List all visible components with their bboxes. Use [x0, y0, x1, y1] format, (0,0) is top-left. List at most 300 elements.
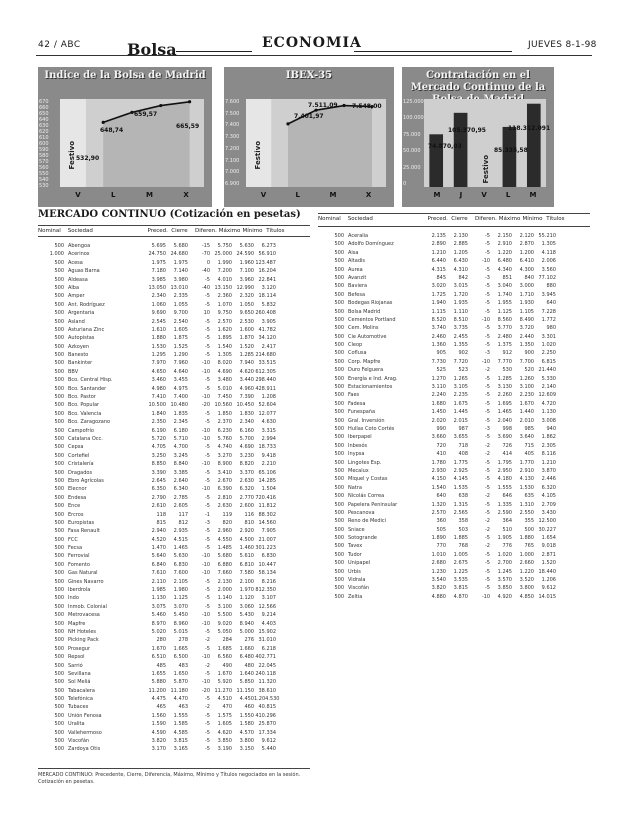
x-tick-label: V: [75, 191, 81, 199]
min-cell: 3.640: [519, 434, 534, 441]
prev-cell: 1.725: [431, 291, 446, 298]
min-cell: 1.710: [519, 291, 534, 298]
close-cell: 1.665: [173, 645, 188, 652]
min-cell: 1.520: [239, 343, 254, 350]
diff-cell: -5: [205, 595, 210, 602]
min-cell: 3.520: [519, 577, 534, 584]
prev-cell: 505: [436, 526, 446, 533]
company-cell: Abengoa: [68, 243, 91, 249]
y-tick-label: 650: [39, 111, 49, 117]
table-row: [38, 712, 310, 720]
volume-cell: 2.140: [541, 384, 556, 391]
prev-cell: 3.075: [151, 603, 166, 610]
nominal-cell: 500: [54, 259, 64, 266]
table-row: [318, 240, 590, 248]
nominal-cell: 500: [334, 367, 344, 374]
volume-cell: 7.228: [541, 308, 556, 315]
data-point: [102, 121, 105, 124]
y-tick-label: 610: [39, 135, 49, 141]
volume-cell: 9.612: [261, 738, 276, 745]
prev-cell: 3.820: [431, 585, 446, 592]
prev-cell: 1.320: [431, 501, 446, 508]
volume-cell: 402.771: [255, 654, 276, 661]
table-row: [38, 527, 310, 535]
y-tick-label: 630: [39, 123, 49, 129]
volume-cell: 6.815: [541, 358, 556, 365]
table-row: [318, 509, 590, 517]
x-axis-labels: [60, 191, 204, 203]
company-cell: Bco. Santander: [68, 385, 107, 392]
table-row: [318, 559, 590, 567]
diff-cell: -5: [205, 276, 210, 283]
prev-cell: 3.390: [151, 469, 166, 476]
company-cell: Alba: [68, 284, 80, 291]
volume-cell: 25.870: [258, 721, 276, 728]
close-cell: 1.555: [173, 712, 188, 719]
nominal-cell: 500: [54, 561, 64, 568]
column-header-row: [38, 228, 288, 234]
min-cell: 12.990: [236, 284, 254, 291]
close-cell: 638: [458, 493, 468, 500]
y-tick-label: 590: [39, 147, 49, 153]
volume-cell: 21.440: [538, 367, 556, 374]
nominal-cell: 500: [334, 400, 344, 407]
min-cell: 1.930: [519, 300, 534, 307]
min-cell: 3.960: [239, 276, 254, 283]
max-cell: 3.270: [217, 452, 232, 459]
volume-cell: 640: [546, 300, 556, 307]
volume-cell: 812.350: [255, 587, 276, 594]
volume-cell: 12.566: [258, 603, 276, 610]
max-cell: 510: [502, 526, 512, 533]
table-row: [318, 459, 590, 467]
close-cell: 3.105: [453, 384, 468, 391]
diff-cell: -10: [201, 612, 210, 619]
volume-cell: 1.204.530: [254, 696, 280, 703]
value-label: 659,57: [134, 111, 158, 118]
company-cell: Viscofán: [68, 738, 90, 745]
prev-cell: 2.570: [431, 509, 446, 516]
prev-cell: 10.500: [148, 402, 166, 409]
nominal-cell: 500: [54, 469, 64, 476]
prev-cell: 2.680: [431, 560, 446, 567]
table-row: [318, 433, 590, 441]
min-cell: 1.830: [239, 410, 254, 417]
volume-cell: 10.447: [258, 561, 276, 568]
volume-cell: 3.560: [541, 266, 556, 273]
table-row: [38, 276, 310, 284]
volume-cell: 22.841: [258, 276, 276, 283]
chart-title: Contratación en el Mercado Continuo de la: [410, 70, 546, 93]
diff-cell: -5: [485, 560, 490, 567]
company-cell: Zardoya Otis: [68, 746, 101, 753]
prev-cell: 8.850: [151, 461, 166, 468]
max-cell: 5.500: [217, 612, 232, 619]
volume-cell: 52.604: [258, 402, 276, 409]
value-label: 7.401,97: [294, 113, 324, 120]
diff-cell: -3: [205, 519, 210, 526]
diff-cell: -10: [201, 368, 210, 375]
column-header: Diferen.: [475, 216, 497, 222]
min-cell: 520: [524, 367, 534, 374]
company-cell: Prosegur: [68, 645, 91, 652]
nominal-cell: 500: [54, 410, 64, 417]
diff-cell: -5: [205, 419, 210, 426]
max-cell: 912: [502, 350, 512, 357]
table-row: [38, 645, 310, 653]
table-row: [38, 427, 310, 435]
close-cell: 1.265: [453, 375, 468, 382]
max-cell: 2.370: [217, 419, 232, 426]
company-cell: Vallehermoso: [68, 729, 102, 736]
prev-cell: 1.115: [431, 308, 446, 315]
diff-cell: -10: [201, 461, 210, 468]
company-cell: Iberpapel: [348, 434, 372, 441]
table-row: [38, 678, 310, 686]
volume-cell: 3.945: [541, 291, 556, 298]
min-cell: 4.620: [239, 368, 254, 375]
prev-cell: 1.295: [151, 352, 166, 359]
close-cell: 1.355: [453, 342, 468, 349]
x-tick-label: L: [505, 191, 511, 199]
max-cell: 3.850: [497, 585, 512, 592]
prev-cell: 360: [436, 518, 446, 525]
close-cell: 1.315: [453, 501, 468, 508]
max-cell: 8.900: [217, 461, 232, 468]
nominal-cell: 500: [54, 746, 64, 753]
close-cell: 2.675: [453, 560, 468, 567]
min-cell: 8.490: [519, 316, 534, 323]
close-cell: 7.400: [173, 394, 188, 401]
diff-cell: -3: [485, 274, 490, 281]
max-cell: 3.690: [497, 434, 512, 441]
diff-cell: -3: [485, 425, 490, 432]
table-row: [318, 400, 590, 408]
diff-cell: -5: [485, 585, 490, 592]
prev-cell: 2.545: [151, 318, 166, 325]
table-row: [318, 467, 590, 475]
nominal-cell: 500: [54, 712, 64, 719]
diff-cell: -3: [485, 350, 490, 357]
publication-date: JUEVES 8-1-98: [528, 40, 597, 50]
diff-cell: -5: [205, 628, 210, 635]
company-cell: Aurea: [348, 266, 363, 273]
table-row: [318, 232, 590, 240]
min-cell: 1.600: [239, 326, 254, 333]
prev-cell: 3.740: [431, 325, 446, 332]
max-cell: 6.560: [217, 654, 232, 661]
close-cell: 278: [178, 637, 188, 644]
table-row: [38, 376, 310, 384]
min-cell: 7.390: [239, 394, 254, 401]
prev-cell: 485: [156, 662, 166, 669]
max-cell: 2.480: [497, 333, 512, 340]
table-row: [38, 737, 310, 745]
volume-cell: 5.440: [261, 746, 276, 753]
table-row: [38, 242, 310, 250]
table-row: [38, 536, 310, 544]
table-row: [38, 301, 310, 309]
max-cell: 2.910: [497, 241, 512, 248]
nominal-cell: 500: [54, 738, 64, 745]
company-cell: Bco. Popular: [68, 402, 100, 409]
min-cell: 4.690: [239, 444, 254, 451]
diff-cell: -5: [485, 291, 490, 298]
volume-cell: 17.334: [258, 729, 276, 736]
volume-cell: 3.870: [541, 467, 556, 474]
nominal-cell: 500: [334, 501, 344, 508]
company-cell: Asturiana Zinc: [68, 326, 105, 333]
company-cell: Dragados: [68, 469, 93, 476]
close-cell: 503: [458, 526, 468, 533]
prev-cell: 2.790: [151, 494, 166, 501]
diff-cell: -5: [485, 266, 490, 273]
volume-cell: 18.440: [538, 568, 556, 575]
column-header: Preced.: [427, 216, 448, 222]
max-cell: 3.040: [497, 283, 512, 290]
company-cell: Zeltia: [348, 593, 363, 600]
diff-cell: -5: [485, 459, 490, 466]
column-header: Títulos: [546, 216, 565, 222]
max-cell: 3.100: [217, 603, 232, 610]
max-cell: 2.960: [217, 528, 232, 535]
volume-cell: 4.403: [261, 620, 276, 627]
table-row: [318, 299, 590, 307]
min-cell: 2.920: [239, 528, 254, 535]
y-tick-label: 560: [39, 165, 49, 171]
nominal-cell: 500: [54, 243, 64, 249]
table-row: [38, 561, 310, 569]
volume-cell: 12.609: [538, 392, 556, 399]
max-cell: 1.575: [217, 712, 232, 719]
nominal-cell: 500: [54, 687, 64, 694]
nominal-cell: 500: [54, 587, 64, 594]
min-cell: 3.060: [239, 603, 254, 610]
company-cell: Ebro Agrícolas: [68, 477, 104, 484]
x-tick-label: M: [529, 191, 537, 199]
column-header: Nominal: [38, 228, 61, 234]
min-cell: 1.960: [239, 259, 254, 266]
nominal-cell: 500: [54, 343, 64, 350]
diff-cell: -10: [201, 427, 210, 434]
company-cell: Azkoyen: [68, 343, 90, 350]
nominal-cell: 500: [54, 721, 64, 728]
close-cell: 3.070: [173, 603, 188, 610]
volume-cell: 65.106: [258, 469, 276, 476]
max-cell: 1.335: [497, 501, 512, 508]
close-cell: 5.450: [173, 612, 188, 619]
max-cell: 4.010: [217, 276, 232, 283]
diff-cell: -5: [205, 578, 210, 585]
volume-cell: 6.320: [541, 484, 556, 491]
prev-cell: 6.840: [151, 561, 166, 568]
prev-cell: 3.250: [151, 452, 166, 459]
max-cell: 2.040: [497, 417, 512, 424]
nominal-cell: 500: [54, 729, 64, 736]
y-tick-label: 570: [39, 159, 49, 165]
close-cell: 4.585: [173, 729, 188, 736]
prev-cell: 845: [436, 274, 446, 281]
company-cell: Tubacex: [68, 704, 89, 711]
nominal-cell: 500: [54, 427, 64, 434]
company-cell: Aldeasa: [68, 276, 88, 283]
close-cell: 1.465: [173, 545, 188, 552]
close-cell: 812: [178, 519, 188, 526]
close-cell: 4.145: [453, 476, 468, 483]
max-cell: 1.740: [497, 291, 512, 298]
company-cell: NH Hoteles: [68, 628, 97, 635]
prev-cell: 3.020: [431, 283, 446, 290]
volume-cell: 3.008: [541, 417, 556, 424]
company-cell: Pescanova: [348, 509, 375, 516]
table-row: [38, 502, 310, 510]
company-cell: Picking Pack: [68, 637, 99, 644]
close-cell: 1.290: [173, 352, 188, 359]
diff-cell: -5: [205, 318, 210, 325]
x-axis-labels: [424, 191, 546, 203]
max-cell: 4.510: [217, 696, 232, 703]
diff-cell: -5: [205, 503, 210, 510]
company-cell: Gas Natural: [68, 570, 98, 577]
diff-cell: -5: [205, 603, 210, 610]
min-cell: 6.810: [239, 561, 254, 568]
min-cell: 765: [524, 543, 534, 550]
table-row: [318, 391, 590, 399]
company-cell: Avanzit: [348, 274, 367, 281]
min-cell: 1.880: [519, 535, 534, 542]
nominal-cell: 500: [334, 249, 344, 256]
nominal-cell: 500: [54, 637, 64, 644]
min-cell: 1.970: [239, 587, 254, 594]
prev-cell: 11.200: [148, 687, 166, 694]
company-cell: Acerinox: [68, 251, 90, 258]
y-tick-label: 25.000: [403, 164, 421, 171]
header-rule: [354, 51, 512, 52]
column-header: Sociedad: [347, 216, 373, 222]
data-point: [188, 100, 191, 103]
min-cell: 4.850: [519, 593, 534, 600]
min-cell: 7.700: [519, 358, 534, 365]
nominal-cell: 500: [334, 325, 344, 332]
diff-cell: -5: [205, 293, 210, 300]
close-cell: 4.515: [173, 536, 188, 543]
max-cell: 10.560: [214, 402, 232, 409]
diff-cell: -10: [201, 679, 210, 686]
max-cell: 284: [222, 637, 232, 644]
nominal-cell: 500: [334, 342, 344, 349]
volume-cell: 410.296: [255, 712, 276, 719]
nominal-cell: 500: [54, 402, 64, 409]
close-cell: 1.585: [173, 721, 188, 728]
min-cell: 840: [524, 274, 534, 281]
nominal-cell: 500: [54, 696, 64, 703]
table-row: [38, 292, 310, 300]
prev-cell: 4.520: [151, 536, 166, 543]
min-cell: 3.800: [519, 585, 534, 592]
prev-cell: 1.210: [431, 249, 446, 256]
table-row: [38, 745, 310, 753]
close-cell: 8.510: [453, 316, 468, 323]
diff-cell: -10: [201, 570, 210, 577]
max-cell: 5.750: [217, 243, 232, 249]
y-tick-label: 600: [39, 141, 49, 147]
min-cell: 4.960: [239, 385, 254, 392]
company-cell: Ercros: [68, 511, 84, 518]
y-tick-label: 580: [39, 153, 49, 159]
volume-cell: 8.216: [261, 578, 276, 585]
festivo-label: Festivo: [482, 155, 490, 184]
table-row: [38, 687, 310, 695]
company-cell: Cristalería: [68, 461, 94, 468]
y-tick-label: 0: [403, 180, 407, 187]
min-cell: 1.105: [519, 308, 534, 315]
company-cell: Hullas Coto Cortés: [348, 425, 395, 432]
max-cell: 2.700: [497, 560, 512, 567]
diff-cell: -5: [485, 392, 490, 399]
prev-cell: 6.350: [151, 486, 166, 493]
table-rule: [38, 225, 310, 226]
table-row: [38, 359, 310, 367]
company-cell: Estacionamientos: [348, 384, 393, 391]
prev-cell: 1.780: [431, 459, 446, 466]
max-cell: 1.125: [497, 308, 512, 315]
max-cell: 2.130: [217, 578, 232, 585]
y-tick-label: 640: [39, 117, 49, 123]
table-row: [318, 568, 590, 576]
min-cell: 1.120: [239, 595, 254, 602]
min-cell: 4.450: [239, 696, 254, 703]
company-cell: Mecalux: [348, 467, 369, 474]
close-cell: 842: [458, 274, 468, 281]
close-cell: 358: [458, 518, 468, 525]
prev-cell: 7.970: [151, 360, 166, 367]
nominal-cell: 500: [54, 612, 64, 619]
nominal-cell: 500: [54, 645, 64, 652]
volume-cell: 16.204: [258, 268, 276, 275]
volume-cell: 9.418: [261, 452, 276, 459]
diff-cell: -5: [205, 352, 210, 359]
min-cell: 4.500: [239, 536, 254, 543]
company-cell: Endesa: [68, 494, 87, 501]
diff-cell: -5: [485, 509, 490, 516]
volume-cell: 38.610: [258, 687, 276, 694]
min-cell: 480: [244, 662, 254, 669]
prev-cell: 2.110: [151, 578, 166, 585]
close-cell: 1.205: [453, 249, 468, 256]
max-cell: 1.620: [217, 326, 232, 333]
max-cell: 2.670: [217, 477, 232, 484]
madrid-index-chart: [38, 67, 212, 207]
max-cell: 3.190: [217, 746, 232, 753]
close-cell: 4.975: [173, 385, 188, 392]
diff-cell: -5: [485, 535, 490, 542]
close-cell: 4.640: [173, 368, 188, 375]
close-cell: 6.180: [173, 427, 188, 434]
table-row: [38, 368, 310, 376]
company-cell: Tabacalera: [68, 687, 95, 694]
volume-cell: 11.812: [258, 503, 276, 510]
value-label: 532,90: [76, 155, 100, 162]
diff-cell: -5: [205, 410, 210, 417]
prev-cell: 5.460: [151, 612, 166, 619]
min-cell: 1.440: [519, 409, 534, 416]
close-cell: 1.110: [453, 308, 468, 315]
volume-cell: 1.520: [541, 560, 556, 567]
prev-cell: 2.240: [431, 392, 446, 399]
close-cell: 3.535: [453, 577, 468, 584]
close-cell: 1.675: [453, 400, 468, 407]
min-cell: 6.160: [239, 427, 254, 434]
